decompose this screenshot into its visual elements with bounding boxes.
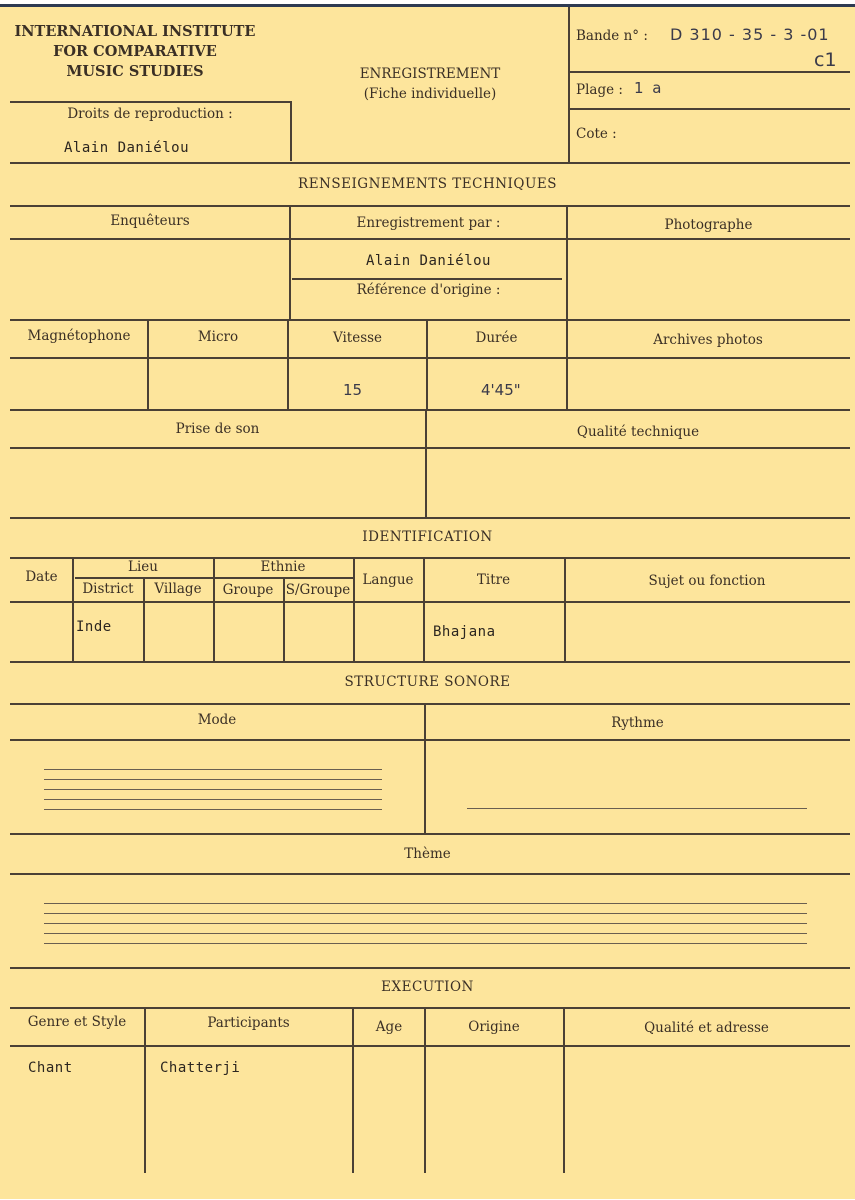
divider: [10, 319, 850, 321]
divider: [570, 108, 850, 110]
participants-value: Chatterji: [160, 1060, 241, 1076]
langue-label: Langue: [362, 572, 414, 588]
divider: [424, 1007, 426, 1173]
prise-label: Prise de son: [175, 421, 260, 437]
divider: [568, 7, 570, 162]
genre-value: Chant: [28, 1060, 73, 1076]
writing-line: [44, 943, 807, 944]
writing-line: [44, 809, 382, 810]
divider: [10, 967, 850, 969]
divider: [353, 557, 355, 661]
duree-label: Durée: [475, 330, 518, 346]
structure-heading: STRUCTURE SONORE: [344, 674, 511, 690]
divider: [10, 101, 292, 103]
ident-heading: IDENTIFICATION: [362, 529, 493, 545]
enregistrement-value: Alain Daniélou: [365, 253, 491, 269]
divider: [287, 319, 289, 409]
writing-line: [44, 913, 807, 914]
vitesse-label: Vitesse: [332, 330, 383, 346]
district-label: District: [82, 581, 134, 597]
divider: [283, 577, 285, 661]
divider: [563, 1007, 565, 1173]
micro-label: Micro: [197, 329, 239, 345]
enqueteurs-label: Enquêteurs: [110, 213, 190, 229]
groupe-label: Groupe: [222, 582, 274, 598]
divider: [10, 833, 850, 835]
divider: [10, 703, 850, 705]
rights-value: Alain Daniélou: [64, 140, 190, 156]
divider: [425, 409, 427, 517]
magnetophone-label: Magnétophone: [27, 328, 131, 344]
execution-heading: EXECUTION: [381, 979, 474, 995]
participants-label: Participants: [207, 1015, 290, 1031]
divider: [566, 319, 568, 409]
lieu-label: Lieu: [128, 559, 158, 575]
institute-line1: INTERNATIONAL INSTITUTE: [14, 23, 256, 40]
writing-line: [44, 903, 807, 904]
divider: [10, 447, 850, 449]
writing-line: [44, 799, 382, 800]
divider: [424, 703, 426, 833]
plage-label: Plage :: [576, 82, 623, 98]
ethnie-label: Ethnie: [260, 559, 306, 575]
divider: [423, 557, 425, 661]
age-label: Age: [375, 1019, 403, 1035]
bande-annotation: c1: [814, 49, 837, 71]
reference-label: Référence d'origine :: [356, 282, 501, 298]
mode-label: Mode: [197, 712, 237, 728]
divider: [143, 577, 145, 661]
divider: [10, 661, 850, 663]
institute-line3: MUSIC STUDIES: [66, 63, 204, 80]
village-label: Village: [154, 581, 202, 597]
theme-label: Thème: [404, 846, 451, 862]
divider: [10, 162, 850, 164]
sujet-label: Sujet ou fonction: [648, 573, 766, 589]
vitesse-value: 15: [343, 381, 363, 399]
divider: [570, 71, 850, 73]
record-card: [0, 4, 855, 1199]
district-value: Inde: [76, 619, 112, 635]
cote-label: Cote :: [576, 126, 617, 142]
divider: [10, 357, 850, 359]
divider: [10, 873, 850, 875]
archives-label: Archives photos: [653, 332, 763, 348]
bande-value: D 310 - 35 - 3 -01: [670, 25, 830, 44]
origine-label: Origine: [468, 1019, 520, 1035]
divider: [290, 101, 292, 161]
writing-line: [44, 779, 382, 780]
writing-line: [44, 923, 807, 924]
divider: [10, 409, 850, 411]
divider: [292, 278, 562, 280]
divider: [10, 601, 850, 603]
divider: [10, 739, 850, 741]
duree-value: 4'45": [481, 381, 521, 399]
divider: [213, 557, 215, 661]
bande-label: Bande n° :: [576, 28, 648, 44]
photographe-label: Photographe: [664, 217, 753, 233]
divider: [144, 1007, 146, 1173]
writing-line: [44, 933, 807, 934]
divider: [564, 557, 566, 661]
writing-line: [44, 789, 382, 790]
sgroupe-label: S/Groupe: [285, 582, 351, 598]
rights-label: Droits de reproduction :: [67, 106, 233, 122]
rythme-label: Rythme: [611, 715, 664, 731]
divider: [10, 1045, 850, 1047]
tech-heading: RENSEIGNEMENTS TECHNIQUES: [298, 176, 557, 192]
enregistrement-par-label: Enregistrement par :: [356, 215, 501, 231]
date-label: Date: [25, 569, 58, 585]
titre-value: Bhajana: [433, 624, 496, 640]
writing-line: [467, 808, 807, 809]
divider: [147, 319, 149, 409]
divider: [426, 319, 428, 409]
divider: [10, 238, 850, 240]
divider: [10, 1007, 850, 1009]
record-subtitle: (Fiche individuelle): [363, 86, 497, 102]
writing-line: [44, 769, 382, 770]
divider: [10, 205, 850, 207]
divider: [352, 1007, 354, 1173]
genre-label: Genre et Style: [27, 1014, 127, 1030]
divider: [72, 557, 74, 661]
record-title: ENREGISTREMENT: [359, 66, 501, 82]
institute-line2: FOR COMPARATIVE: [53, 43, 217, 60]
plage-value: 1 a: [634, 79, 664, 97]
divider: [10, 517, 850, 519]
adresse-label: Qualité et adresse: [644, 1020, 769, 1036]
titre-label: Titre: [476, 572, 511, 588]
qualite-label: Qualité technique: [576, 424, 700, 440]
